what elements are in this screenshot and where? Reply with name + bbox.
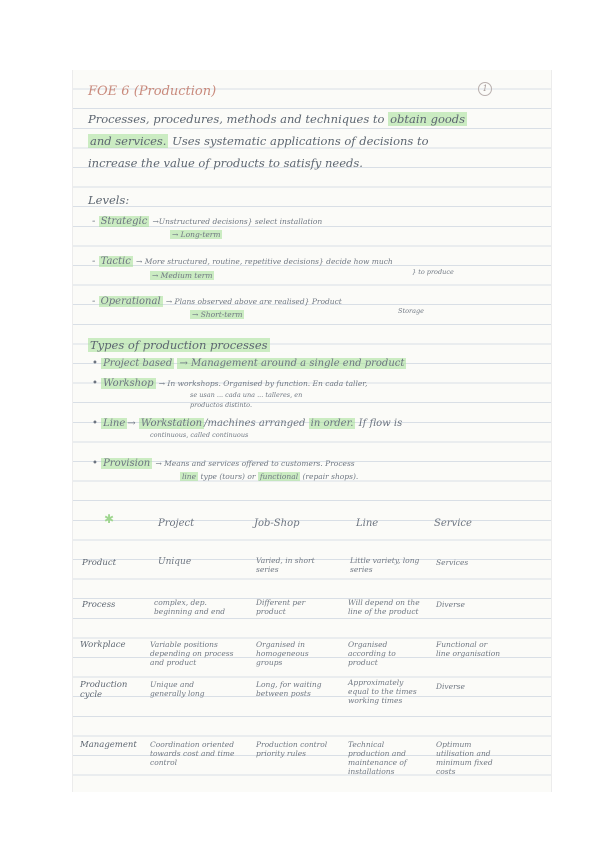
row-header-management: Management — [80, 740, 137, 750]
star-icon: ✱ — [104, 512, 115, 526]
type-workshop: • Workshop → In workshops. Organised by function. En cada taller, — [92, 378, 368, 389]
type-project: • Project based → Management around a single end product — [92, 358, 405, 369]
level-strategic-term: → Long-term — [172, 230, 221, 239]
table-cell: Diverse — [436, 682, 465, 691]
table-cell: Little variety, long series — [350, 556, 420, 574]
table-cell: Diverse — [436, 600, 465, 609]
page-title: FOE 6 (Production) — [88, 84, 217, 99]
table-cell: Organised according to product — [348, 640, 396, 667]
table-cell: Optimum utilisation and minimum fixed costs — [436, 740, 493, 776]
row-header-workplace: Workplace — [80, 640, 126, 650]
definition-line-2: and services. Uses systematic applications of decisions to — [90, 134, 429, 148]
row-header-product: Product — [82, 558, 116, 568]
levels-heading: Levels: — [88, 193, 130, 207]
table-cell: Long, for waiting between posts — [256, 680, 322, 698]
level-tactic-term: → Medium term — [152, 271, 213, 280]
level-operational-term: → Short-term — [192, 310, 243, 319]
table-cell: Variable positions depending on process and product — [150, 640, 234, 667]
table-cell: Unique and generally long — [150, 680, 205, 698]
level-operational-note: Storage — [398, 307, 424, 315]
page-number: 1 — [478, 82, 492, 96]
row-header-process: Process — [82, 600, 116, 610]
table-cell: Functional or line organisation — [436, 640, 501, 658]
table-cell: complex, dep. beginning and end — [154, 598, 226, 616]
table-cell: Production control priority rules — [256, 740, 328, 758]
table-cell: Organised in homogeneous groups — [256, 640, 309, 667]
column-header-project: Project — [158, 518, 195, 529]
level-strategic: - Strategic →Unstructured decisions} select installation — [92, 216, 323, 227]
column-header-service: Service — [434, 518, 472, 529]
type-line-l2: continuous, called continuous — [150, 431, 249, 439]
type-provision-l2: line type (tours) or functional (repair shops). — [182, 472, 359, 481]
definition-line-3: increase the value of products to satisfy needs. — [88, 156, 363, 170]
definition-line-1: Processes, procedures, methods and techniques to obtain goods — [88, 112, 466, 126]
level-tactic: - Tactic → More structured, routine, repetitive decisions} decide how much — [92, 256, 393, 267]
level-operational: - Operational → Plans observed above are realised} Product — [92, 296, 342, 307]
type-line: • Line → Workstation /machines arranged in order. If flow is — [92, 418, 403, 429]
table-cell: Services — [436, 558, 469, 567]
table-cell: Approximately equal to the times working times — [348, 678, 417, 705]
column-header-line: Line — [356, 518, 379, 529]
table-cell: Different per product — [256, 598, 306, 616]
type-workshop-l3: productos distinto. — [190, 401, 253, 409]
table-cell: Technical production and maintenance of installations — [348, 740, 407, 776]
table-cell: Unique — [158, 557, 192, 567]
type-provision: • Provision → Means and services offered to customers. Process — [92, 458, 355, 469]
column-header-job-shop: Job-Shop — [254, 518, 300, 529]
table-cell: Will depend on the line of the product — [348, 598, 420, 616]
types-heading: Types of production processes — [90, 338, 268, 352]
table-cell: Varied, in short series — [256, 556, 315, 574]
type-workshop-l2: se usan ... cada una ... talleres, en — [190, 391, 303, 399]
level-tactic-note: } to produce — [412, 268, 454, 276]
table-cell: Coordination oriented towards cost and time control — [150, 740, 235, 767]
row-header-production-cycle: Production cycle — [80, 680, 128, 700]
